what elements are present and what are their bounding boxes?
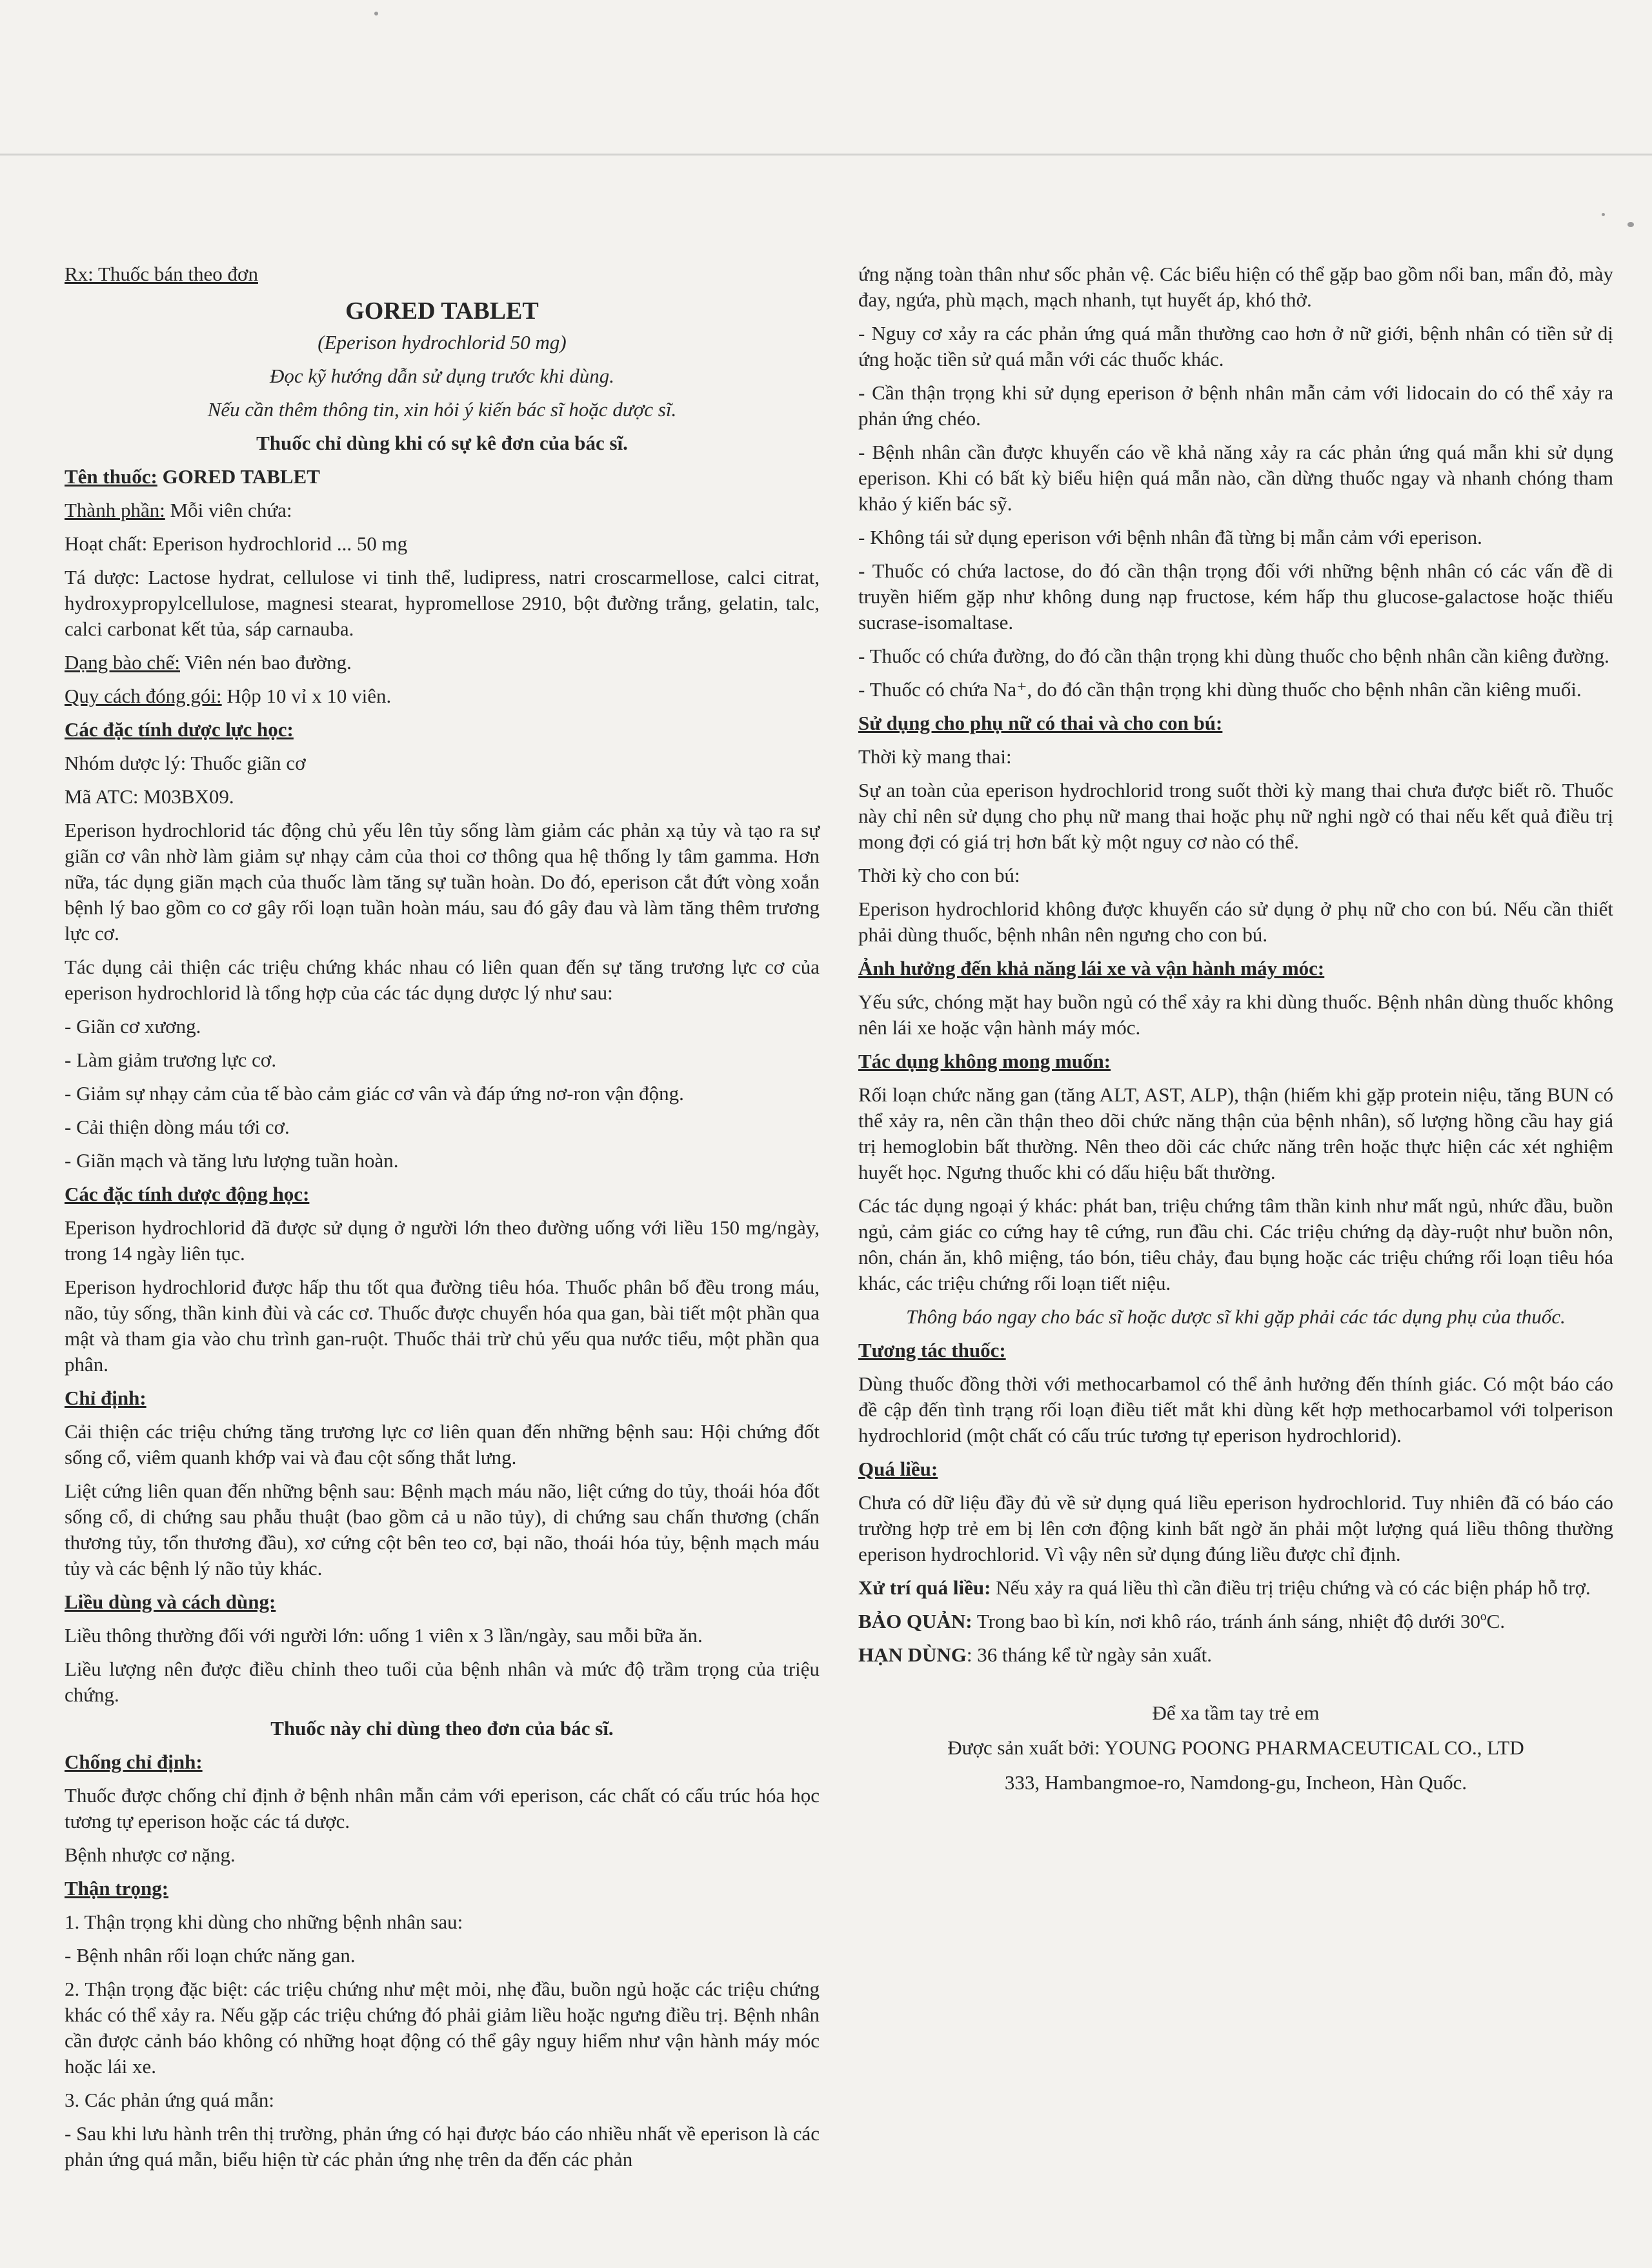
list-item: - Bệnh nhân rối loạn chức năng gan.: [65, 1944, 356, 1967]
pharmacodynamics-heading: Các đặc tính dược lực học:: [65, 718, 294, 741]
indications-heading: Chỉ định:: [65, 1387, 146, 1409]
packaging-value: Hộp 10 vỉ x 10 viên.: [221, 685, 392, 707]
list-item: - Làm giảm trương lực cơ.: [65, 1049, 277, 1071]
adverse-effects-heading: Tác dụng không mong muốn:: [858, 1050, 1111, 1072]
overdose-treatment-line: [858, 1575, 1613, 1601]
paragraph: Chưa có dữ liệu đầy đủ về sử dụng quá liều eperison hydrochlorid. Tuy nhiên đã có báo cáo trường hợp trẻ em bị lên cơn động kinh bất ngờ ăn phải một lượng quá liều thông thường eperison hydrochlorid. Vì vậy nên sử dụng đúng liều được chỉ định.: [858, 1491, 1613, 1565]
list-item: - Giảm sự nhạy cảm của tế bào cảm giác cơ vân và đáp ứng nơ-ron vận động.: [65, 1082, 684, 1105]
dosage-form-value: Viên nén bao đường.: [180, 651, 352, 674]
paragraph: Dùng thuốc đồng thời với methocarbamol có thể ảnh hưởng đến thính giác. Có một báo cáo đề cập đến tình trạng rối loạn điều tiết mắt khi dùng kết hợp methocarbamol với tolperison hydrochlorid (một chất có cấu trúc tương tự eperison hydrochlorid).: [858, 1372, 1613, 1447]
packaging-line: [65, 683, 820, 709]
paragraph: Eperison hydrochlorid được hấp thu tốt qua đường tiêu hóa. Thuốc phân bố đều trong máu, não, tủy sống, thần kinh đùi và các cơ. Thuốc được chuyển hóa qua gan, bài tiết một phần qua mật và tham gia vào chu trình gan-ruột. Thuốc thải trừ chủ yếu qua nước tiểu, một phần qua phân.: [65, 1276, 820, 1376]
dosage-form-label: Dạng bào chế:: [65, 651, 181, 674]
drug-name-line: [65, 464, 820, 490]
dosage-form-line: [65, 650, 820, 676]
list-item: - Sau khi lưu hành trên thị trường, phản ứng có hại được báo cáo nhiều nhất về eperison là các phản ứng quá mẫn, biểu hiện từ các phản ứng nhẹ trên da đến các phản: [65, 2122, 820, 2171]
paragraph: ứng nặng toàn thân như sốc phản vệ. Các biểu hiện có thể gặp bao gồm nổi ban, mẩn đỏ, mày đay, ngứa, phù mạch, mạch nhanh, tụt huyết áp, khó thở.: [858, 263, 1613, 311]
scan-edge-line: [0, 154, 1652, 156]
excipients: Tá dược: Lactose hydrat, cellulose vi tinh thể, ludipress, natri croscarmellose, calci citrat, hydroxypropylcellulose, magnesi stearat, hypromellose 2910, bột đường trắng, gelatin, talc, calci carbonat kết tủa, sáp carnauba.: [65, 566, 820, 640]
expiry-value: : 36 tháng kể từ ngày sản xuất.: [966, 1643, 1213, 1666]
active-ingredient: Hoạt chất: Eperison hydrochlorid ... 50 mg: [65, 532, 408, 555]
manufacturer-line: Được sản xuất bởi: YOUNG POONG PHARMACEUTICAL CO., LTD: [947, 1736, 1524, 1759]
expiry-label: HẠN DÙNG: [858, 1643, 967, 1666]
paragraph: Yếu sức, chóng mặt hay buồn ngủ có thể xảy ra khi dùng thuốc. Bệnh nhân dùng thuốc không nên lái xe hoặc vận hành máy móc.: [858, 990, 1613, 1039]
overdose-heading: Quá liều:: [858, 1458, 938, 1480]
paragraph: Eperison hydrochlorid không được khuyến cáo sử dụng ở phụ nữ cho con bú. Nếu cần thiết phải dùng thuốc, bệnh nhân nên ngưng cho con bú.: [858, 898, 1613, 946]
paragraph: Sự an toàn của eperison hydrochlorid trong suốt thời kỳ mang thai chưa được biết rõ. Thuốc này chỉ nên sử dụng cho phụ nữ mang thai hoặc phụ nữ nghi ngờ có thai nếu kết quả điều trị mong đợi có giá trị hơn bất kỳ một nguy cơ nào có thể.: [858, 779, 1613, 853]
composition-value: Mỗi viên chứa:: [165, 499, 292, 521]
keep-away-note: Để xa tầm tay trẻ em: [1152, 1701, 1320, 1724]
scan-speck: [1627, 222, 1634, 227]
list-item: - Giãn mạch và tăng lưu lượng tuần hoàn.: [65, 1149, 399, 1172]
paragraph: Liều thông thường đối với người lớn: uống 1 viên x 3 lần/ngày, sau mỗi bữa ăn.: [65, 1624, 703, 1647]
list-item: 1. Thận trọng khi dùng cho những bệnh nhân sau:: [65, 1911, 463, 1933]
storage-line: [858, 1609, 1613, 1634]
paragraph: Thời kỳ mang thai:: [858, 745, 1012, 768]
list-item: 2. Thận trọng đặc biệt: các triệu chứng như mệt mỏi, nhẹ đầu, buồn ngủ hoặc các triệu chứng khác có thể xảy ra. Nếu gặp các triệu chứng đó phải giảm liều hoặc ngưng điều trị. Bệnh nhân cần được cảnh báo không có những hoạt động có thể gây nguy hiểm như vận hành máy móc hoặc lái xe.: [65, 1978, 820, 2078]
list-item: - Cải thiện dòng máu tới cơ.: [65, 1116, 290, 1138]
composition-line: [65, 497, 820, 523]
driving-heading: Ảnh hưởng đến khả năng lái xe và vận hành máy móc:: [858, 957, 1325, 979]
right-column: [858, 261, 1613, 1805]
paragraph: Nhóm dược lý: Thuốc giãn cơ: [65, 752, 306, 774]
list-item: - Giãn cơ xương.: [65, 1015, 201, 1038]
drug-name-value: GORED TABLET: [157, 465, 320, 488]
paragraph: Liều lượng nên được điều chỉnh theo tuổi của bệnh nhân và mức độ trầm trọng của triệu chứng.: [65, 1658, 820, 1706]
storage-label: BẢO QUẢN:: [858, 1610, 972, 1632]
interactions-heading: Tương tác thuốc:: [858, 1339, 1006, 1361]
paragraph: Tác dụng cải thiện các triệu chứng khác nhau có liên quan đến sự tăng trương lực cơ của eperison hydrochlorid là tổng hợp của các tác dụng dược lý như sau:: [65, 956, 820, 1004]
active-subtitle: (Eperison hydrochlorid 50 mg): [317, 331, 567, 354]
list-item: - Thuốc có chứa lactose, do đó cần thận trọng đối với những bệnh nhân có các vấn đề di truyền hiếm gặp như không dung nạp fructose, kém hấp thu glucose-galactose hoặc thiếu sucrase-isomaltase.: [858, 559, 1613, 634]
paragraph: Eperison hydrochlorid tác động chủ yếu lên tủy sống làm giảm các phản xạ tủy và tạo ra sự giãn cơ vân nhờ làm giảm sự nhạy cảm của thoi cơ thông qua hệ thống ly tâm gamma. Hơn nữa, tác dụng giãn mạch của thuốc làm tăng sự tuần hoàn. Do đó, eperison cắt đứt vòng xoắn bệnh lý bao gồm co cơ gây rối loạn tuần hoàn máu, sau đó gây đau và làm tăng thêm trương lực cơ.: [65, 819, 820, 945]
prescription-only-note: Thuốc chỉ dùng khi có sự kê đơn của bác sĩ.: [256, 432, 628, 454]
list-item: - Không tái sử dụng eperison với bệnh nhân đã từng bị mẫn cảm với eperison.: [858, 526, 1482, 548]
manufacturer-address: 333, Hambangmoe-ro, Namdong-gu, Incheon, Hàn Quốc.: [1004, 1771, 1467, 1794]
paragraph: Thời kỳ cho con bú:: [858, 864, 1020, 887]
drug-name-label: Tên thuốc:: [65, 465, 157, 488]
left-column: [65, 261, 820, 2180]
list-item: - Cần thận trọng khi sử dụng eperison ở bệnh nhân mẫn cảm với lidocain do có thể xảy ra phản ứng chéo.: [858, 381, 1613, 430]
storage-value: Trong bao bì kín, nơi khô ráo, tránh ánh sáng, nhiệt độ dưới 30ºC.: [972, 1610, 1506, 1632]
pregnancy-heading: Sử dụng cho phụ nữ có thai và cho con bú:: [858, 712, 1223, 734]
overdose-treatment-label: Xử trí quá liều:: [858, 1576, 991, 1599]
dosage-heading: Liều dùng và cách dùng:: [65, 1591, 276, 1613]
product-title: GORED TABLET: [345, 297, 539, 325]
paragraph: Bệnh nhược cơ nặng.: [65, 1843, 236, 1866]
paragraph: Rối loạn chức năng gan (tăng ALT, AST, ALP), thận (hiếm khi gặp protein niệu, tăng BUN có thể xảy ra, nên cần thận theo dõi chức năng thận của bệnh nhân), số lượng hồng cầu hay giá trị hemoglobin bất thường. Nên theo dõi các chức năng trên hoặc thực hiện các xét nghiệm huyết học. Ngưng thuốc khi có dấu hiệu bất thường.: [858, 1083, 1613, 1183]
manufacturer-footer: [858, 1700, 1613, 1796]
adverse-effects-note: Thông báo ngay cho bác sĩ hoặc dược sĩ khi gặp phải các tác dụng phụ của thuốc.: [906, 1305, 1566, 1328]
list-item: - Bệnh nhân cần được khuyến cáo về khả năng xảy ra các phản ứng quá mẫn khi sử dụng eperison. Khi có bất kỳ biểu hiện quá mẫn nào, cần dừng thuốc ngay và nhanh chóng tham khảo ý kiến bác sỹ.: [858, 441, 1613, 515]
paragraph: Eperison hydrochlorid đã được sử dụng ở người lớn theo đường uống với liều 150 mg/ngày, trong 14 ngày liên tục.: [65, 1216, 820, 1265]
expiry-line: [858, 1642, 1613, 1668]
precautions-heading: Thận trọng:: [65, 1877, 169, 1900]
composition-label: Thành phần:: [65, 499, 165, 521]
scan-speck: [1602, 213, 1605, 216]
read-instructions: Đọc kỹ hướng dẫn sử dụng trước khi dùng.: [269, 365, 615, 387]
scan-speck: [374, 12, 378, 15]
pharmacokinetics-heading: Các đặc tính dược động học:: [65, 1183, 310, 1205]
paragraph: Liệt cứng liên quan đến những bệnh sau: Bệnh mạch máu não, liệt cứng do tủy, thoái hóa đốt sống cổ, di chứng sau phẫu thuật (bao gồm cả u não tủy), di chứng sau chấn thương (chấn thương tủy, tổn thương đầu), xơ cứng cột bên teo cơ, bại não, thoái hóa tủy, bệnh mạch máu tủy và các bệnh lý não tủy khác.: [65, 1480, 820, 1580]
contraindications-heading: Chống chỉ định:: [65, 1751, 203, 1773]
rx-label: Rx: Thuốc bán theo đơn: [65, 263, 258, 285]
paragraph: Các tác dụng ngoại ý khác: phát ban, triệu chứng tâm thần kinh như mất ngủ, nhức đầu, buồn ngủ, cảm giác co cứng hay tê cứng, run đầu chi. Các triệu chứng dạ dày-ruột như buồn nôn, nôn, chán ăn, khô miệng, táo bón, tiêu chảy, đau bụng hoặc các triệu chứng rối loạn tiêu hóa khác, các triệu chứng rối loạn tiết niệu.: [858, 1194, 1613, 1294]
prescription-note: Thuốc này chỉ dùng theo đơn của bác sĩ.: [270, 1717, 614, 1740]
list-item: - Nguy cơ xảy ra các phản ứng quá mẫn thường cao hơn ở nữ giới, bệnh nhân có tiền sử dị ứng hoặc tiền sử quá mẫn với các thuốc khác.: [858, 322, 1613, 370]
list-item: 3. Các phản ứng quá mẫn:: [65, 2089, 275, 2111]
list-item: - Thuốc có chứa đường, do đó cần thận trọng khi dùng thuốc cho bệnh nhân cần kiêng đường.: [858, 645, 1609, 667]
paragraph: Thuốc được chống chỉ định ở bệnh nhân mẫn cảm với eperison, các chất có cấu trúc hóa học tương tự eperison hoặc các tá dược.: [65, 1784, 820, 1832]
paragraph: Mã ATC: M03BX09.: [65, 785, 234, 808]
packaging-label: Quy cách đóng gói:: [65, 685, 222, 707]
overdose-treatment-value: Nếu xảy ra quá liều thì cần điều trị triệu chứng và có các biện pháp hỗ trợ.: [991, 1576, 1591, 1599]
paragraph: Cải thiện các triệu chứng tăng trương lực cơ liên quan đến những bệnh sau: Hội chứng đốt sống cổ, viêm quanh khớp vai và đau cột sống thắt lưng.: [65, 1420, 820, 1469]
list-item: - Thuốc có chứa Na⁺, do đó cần thận trọng khi dùng thuốc cho bệnh nhân cần kiêng muối.: [858, 678, 1582, 701]
ask-doctor-note: Nếu cần thêm thông tin, xin hỏi ý kiến bác sĩ hoặc dược sĩ.: [207, 398, 677, 421]
